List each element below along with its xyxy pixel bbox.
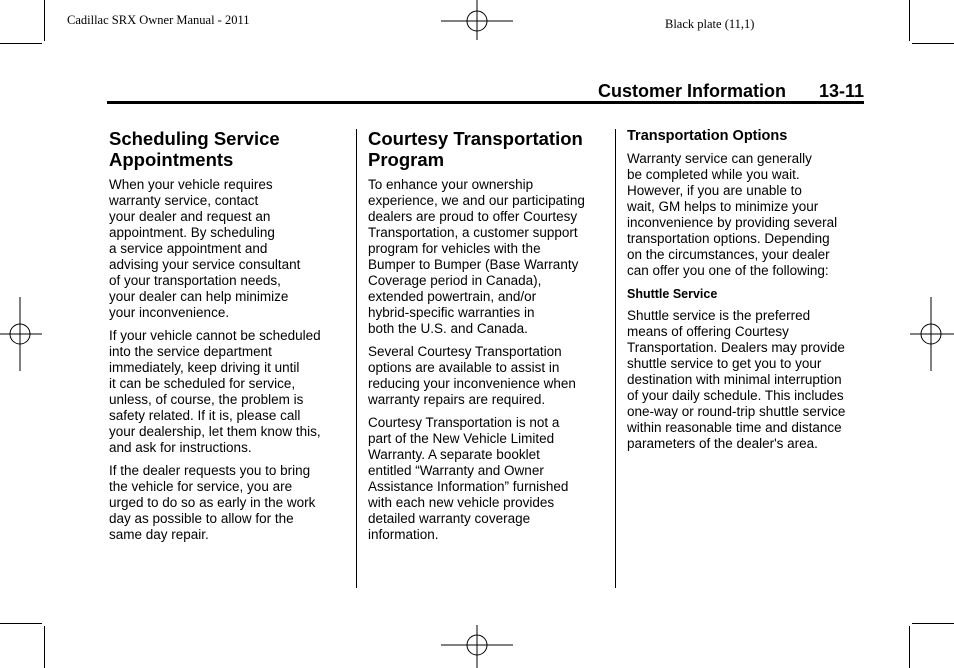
crop-mark bbox=[909, 0, 910, 41]
plate-label-left: Cadillac SRX Owner Manual - 2011 bbox=[67, 13, 250, 27]
paragraph: Courtesy Transportation is not a part of the New Vehicle Limited Warranty. A separate booklet entitled “Warranty and Owner Assistance Information” furnished with each new vehicle provides detailed warranty coverage information. bbox=[368, 415, 569, 542]
paragraph: Shuttle service is the preferred means of offering Courtesy Transportation. Dealers may provide shuttle service to get you to your destination with minimal interruption of your daily schedule. This includes one-way or round-trip shuttle service within reasonable time and distance parameters of the dealer's area. bbox=[627, 308, 846, 451]
crop-mark bbox=[0, 43, 42, 44]
header-rule bbox=[107, 101, 864, 104]
paragraph: To enhance your ownership experience, we and our participating dealers are proud to offer Courtesy Transportation, a customer support program for vehicles with the Bumper to Bumper (Base Warranty Coverage period in Canada), extended powertrain, and/or hybrid-specific warranties in both the U.S. and Canada. bbox=[368, 177, 585, 336]
registration-mark-icon bbox=[441, 625, 513, 668]
column-courtesy-transportation bbox=[368, 128, 608, 550]
page-number: 13-11 bbox=[818, 81, 864, 101]
column-transportation-options bbox=[627, 128, 867, 459]
paragraph: If your vehicle cannot be scheduled into the service department immediately, keep driving it until it can be scheduled for service, unless, of course, the problem is safety related. If it is, please call your dealership, let them know this, and ask for instructions. bbox=[109, 328, 321, 455]
paragraph: Several Courtesy Transportation options are available to assist in reducing your inconvenience when warranty repairs are required. bbox=[368, 344, 576, 407]
crop-mark bbox=[0, 623, 42, 624]
crop-mark bbox=[912, 623, 954, 624]
crop-mark bbox=[912, 43, 954, 44]
section-title: Customer Information bbox=[597, 81, 786, 101]
crop-mark bbox=[44, 0, 45, 41]
paragraph: When your vehicle requires warranty service, contact your dealer and request an appointment. By scheduling a service appointment and advising your service consultant of your transportation needs, your dealer can help minimize your inconvenience. bbox=[109, 177, 301, 320]
registration-mark-icon bbox=[910, 297, 954, 371]
crop-mark bbox=[44, 626, 45, 668]
paragraph: If the dealer requests you to bring the vehicle for service, you are urged to do so as early in the work day as possible to allow for the same day repair. bbox=[109, 463, 316, 542]
column-scheduling-service bbox=[109, 128, 344, 550]
section-heading-courtesy: Courtesy Transportation Program bbox=[368, 128, 583, 170]
registration-mark-icon bbox=[441, 0, 513, 40]
running-header bbox=[107, 80, 864, 100]
subheading-shuttle-service: Shuttle Service bbox=[627, 287, 718, 301]
column-divider bbox=[615, 129, 616, 588]
subsection-heading-transportation-options: Transportation Options bbox=[627, 128, 788, 144]
crop-mark bbox=[909, 626, 910, 668]
plate-label-right: Black plate (11,1) bbox=[665, 17, 755, 31]
section-heading-scheduling: Scheduling Service Appointments bbox=[109, 128, 280, 170]
registration-mark-icon bbox=[0, 297, 42, 371]
column-divider bbox=[356, 129, 357, 588]
paragraph: Warranty service can generally be completed while you wait. However, if you are unable to wait, GM helps to minimize your inconvenience by providing several transportation options. Depending on the circumstances, your dealer can offer you one of the following: bbox=[627, 151, 838, 278]
